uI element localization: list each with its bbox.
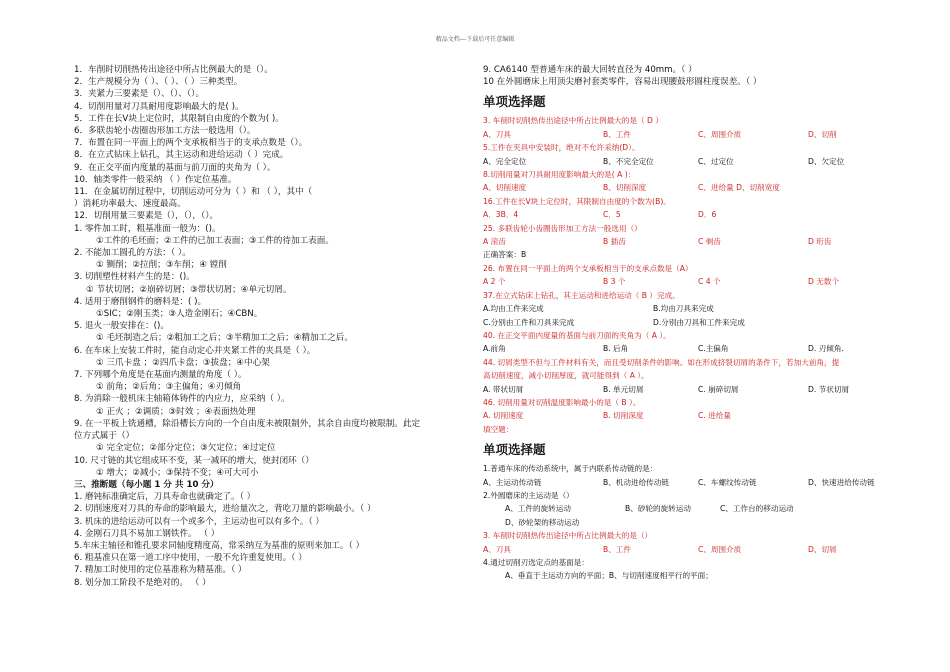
question-line: 3. 车削时切削热传出途径中所占比例最大的是（） (483, 531, 653, 541)
option: C. 进给量 (698, 411, 731, 421)
option: D、砂轮架的移动运动 (505, 517, 580, 527)
option: B 插齿 (603, 237, 626, 247)
question-line: 2. 切削速度对刀具的寿命的影响最大，进给量次之，背吃刀量的影响最小。（ ） (74, 504, 376, 515)
option-row (483, 543, 883, 556)
question-line: 填空题： (483, 424, 514, 434)
question-line: 10．轴类零件一般采纳 （ ）作定位基准。 (74, 174, 237, 185)
option: D、快速进给传动链 (808, 477, 875, 487)
option: C、车螺纹传动链 (698, 477, 757, 487)
option-row (483, 383, 883, 396)
option: A、主运动传动链 (483, 477, 542, 487)
question-line: 10. 尺寸链的其它组成环不变，某一减环的增大，使封闭环（） (74, 455, 314, 466)
single-choice-section-2 (483, 462, 883, 583)
question-line: 25. 多联齿轮小齿圈齿形加工方法一般选用（） (483, 223, 642, 233)
question-line: 5. 退火一般安排在：()。 (74, 321, 169, 332)
option: C 剃齿 (698, 237, 721, 247)
option-row (483, 502, 883, 515)
question-line: 10 在外圆磨床上用顶尖磨衬套类零件，容易出现腰鼓形圆柱度误差。（ ） (483, 77, 762, 88)
option: A 2 个 (483, 277, 506, 287)
question-line: 40. 在正交平面内度量的基面与前刀面的夹角为（ A ）。 (483, 330, 671, 340)
option-row (483, 569, 883, 582)
question-line: 7. 下列哪个角度是在基面内测量的角度（ ）。 (74, 370, 247, 381)
question-line: ①工件的毛坯面；②工件的已加工表面；③工件的待加工表面。 (96, 235, 334, 246)
option: C、工作台的移动运动 (720, 504, 794, 514)
option: C、过定位 (698, 156, 734, 166)
question-line: 4. 金刚石刀具不易加工钢铁件。 （ ） (74, 528, 220, 539)
option-row (483, 235, 883, 248)
option-row (483, 128, 883, 141)
question-line: 2. 不能加工圆孔的方法：（ ）。 (74, 248, 191, 259)
question-line: 12．切削用量三要素是（），（），（）。 (74, 211, 219, 222)
question-line: 4. 适用于磨削钢件的磨料是：( )。 (74, 296, 207, 307)
option: C 4 个 (698, 277, 721, 287)
question-line: ① 铡削；②拉削；③车削；④ 镗削 (96, 260, 227, 271)
question-line: 三、推断题（每小题 1 分 共 10 分） (74, 479, 219, 490)
option: D 珩齿 (808, 237, 832, 247)
question-line: ① 节状切屑；②崩碎切屑；③带状切屑；④单元切屑。 (86, 284, 292, 295)
right-column (483, 64, 883, 583)
option: B、砂轮的旋转运动 (625, 504, 691, 514)
option: B、工件 (603, 129, 631, 139)
option: C、周围介质 (698, 129, 742, 139)
option: A 滚齿 (483, 237, 506, 247)
question-line: ① 前角；②后角；③主偏角；④刃倾角 (96, 382, 242, 393)
question-line: 46. 切削用量对切削温度影响最小的是（ B ）。 (483, 397, 641, 407)
question-line: 5.车床主轴径和锥孔要求同轴度精度高，常采纳互为基准的原则来加工。（ ） (74, 540, 365, 551)
option: A、工件的旋转运动 (505, 504, 571, 514)
question-line: 1. 磨钝标准确定后，刀具寿命也就确定了。（ ） (74, 492, 256, 503)
option: C、进给量 D、切削宽度 (698, 183, 780, 193)
option: B 3 个 (603, 277, 626, 287)
option: D．6 (698, 210, 717, 220)
question-line: ① 三爪卡盘 ；②四爪卡盘；③拔盘；④中心架 (96, 357, 270, 368)
option-row (483, 476, 883, 489)
option: D. 刃倾角. (808, 344, 844, 354)
option: D.分别由刀具和工件来完成 (653, 317, 745, 327)
question-line: 8．在立式钻床上钻孔，其主运动和进给运动（ ）完成。 (74, 150, 289, 161)
option: D. 节状切屑 (808, 384, 850, 394)
question-line: 4.通过切削刃选定点的基面是： (483, 558, 589, 567)
option-row (483, 275, 883, 288)
question-line: 3. 切削塑性材料产生的是：()。 (74, 272, 195, 283)
question-line: ）消耗功率最大、速度最高。 (74, 199, 186, 210)
question-line: ① 正火 ；②调质；③时效 ；④表面热处理 (96, 406, 256, 417)
option: A．3B．4 (483, 210, 519, 220)
question-line: 2.外圆磨床的主运动是（） (483, 490, 574, 500)
option: C．5 (603, 210, 621, 220)
question-line: 8.切削用量对刀具耐用度影响最大的是( A )： (483, 170, 636, 180)
option: C.分别由工件和刀具来完成 (483, 317, 575, 327)
question-line: 26. 布置在同一平面上的两个支承板相当于的支承点数是（A） (483, 263, 693, 273)
option: D、切削 (808, 129, 837, 139)
option-row (483, 208, 883, 221)
question-line: 8. 为消除一般机床主轴箱体铸件的内应力，应采纳（ ）。 (74, 394, 290, 405)
option: D 无数个 (808, 277, 840, 287)
option: A、切削速度 (483, 183, 527, 193)
question-line: 3. 机床的进给运动可以有一个或多个，主运动也可以有多个。（ ） (74, 516, 324, 527)
question-line: 44. 切屑类型不但与工件材料有关，而且受切削条件的影响。如在形成挤裂切屑的条件下，若加大前角，提 (483, 357, 840, 367)
judgement-questions-continued (483, 64, 883, 88)
question-line: ① 增大；②减小；③保持不变；④可大可小 (96, 467, 259, 478)
option: C、周围介质 (698, 544, 742, 554)
section-title-single-choice-1: 单项选择题 (483, 94, 546, 110)
single-choice-section-1 (483, 114, 883, 436)
question-line: 6．多联齿轮小齿圈齿形加工方法一般选用（）。 (74, 126, 256, 137)
question-line: 3. 车削时切削热传出途径中所占比例最大的是（ D ） (483, 116, 663, 126)
option: A、刀具 (483, 129, 511, 139)
question-line: 位方式属于（） (74, 431, 135, 442)
question-line: 5.工件在夹具中安装时，绝对不允许采纳(D）。 (483, 143, 640, 153)
option: A.均由工件来完成 (483, 304, 544, 314)
question-line: 8. 划分加工阶段不是绝对的。 （ ） (74, 577, 211, 588)
question-line: 高切削速度，减小切削厚度，就可能得到（ A ）。 (483, 371, 649, 381)
option: B. 后角 (603, 344, 629, 354)
option: B、机动进给传动链 (603, 477, 669, 487)
option: B.均由刀具来完成 (653, 304, 714, 314)
left-column (74, 64, 456, 589)
question-line: 6. 在车床上安装工件时，能自动定心并夹紧工件的夹具是（ ）。 (74, 345, 316, 356)
option: D、切屑 (808, 544, 837, 554)
section-title-single-choice-2: 单项选择题 (483, 442, 546, 458)
question-line: 4．切削用量对刀具耐用度影响最大的是( )。 (74, 101, 244, 112)
question-line: 1. 零件加工时，粗基准面一般为：()。 (74, 223, 221, 234)
option-row (483, 516, 883, 529)
option: C.主偏角 (698, 344, 729, 354)
question-line: 11．在金属切削过程中，切削运动可分为（ ）和 （ ），其中（ (74, 187, 313, 198)
question-line: ①SIC；②刚玉类；③人造金刚石；④CBN。 (96, 309, 263, 320)
option: B. 切削深度 (603, 411, 644, 421)
question-line: 7. 精加工时使用的定位基准称为精基准。（ ） (74, 565, 247, 576)
question-line: 6. 粗基准只在第一道工序中使用，一般不允许重复使用。（ ） (74, 553, 307, 564)
question-line: 1.普通车床的传动系统中，属于内联系传动链的是： (483, 464, 658, 474)
question-line: 9. CA6140 型普通车床的最大回转直径为 40mm。（ ） (483, 65, 697, 75)
question-line: 9．在正交平面内度量的基面与前刀面的夹角为（ ）。 (74, 162, 276, 173)
option: A、刀具 (483, 544, 511, 554)
option-row (483, 316, 883, 329)
option-row (483, 409, 883, 422)
question-line: 2．生产规模分为（ ）、（ ）、（ ）三种类型。 (74, 77, 243, 88)
option: A. 切削速度 (483, 411, 524, 421)
option-row (483, 155, 883, 168)
question-line: 3．夹紧力三要素是（）、（）、（）。 (74, 89, 205, 100)
option: B、切削深度 (603, 183, 647, 193)
option-row (483, 342, 883, 355)
question-line: 1．车削时切削热传出途径中所占比例最大的是（）。 (74, 65, 273, 75)
question-line: 正确答案：B (483, 250, 527, 260)
option: D、欠定位 (808, 156, 845, 166)
question-line: 7．布置在同一平面上的两个支承板相当于的支承点数是（）。 (74, 138, 308, 149)
option-row (483, 181, 883, 194)
option: A、完全定位 (483, 156, 527, 166)
option: B. 单元切屑 (603, 384, 644, 394)
option: A、垂直于主运动方向的平面；B、与切削速度相平行的平面； (505, 571, 713, 581)
option: C. 崩碎切屑 (698, 384, 739, 394)
option: B、工件 (603, 544, 631, 554)
question-line: ① 完全定位；②部分定位；③欠定位；④过定位 (96, 443, 276, 454)
question-line: 16.工件在长Ⅴ块上定位时，其限制自由度的个数为(B)。 (483, 196, 671, 206)
option-row (483, 302, 883, 315)
question-line: 9. 在一平板上铣通槽，除沿槽长方向的一个自由度未被限制外，其余自由度均被限制。此定 (74, 418, 421, 429)
option: A.前角 (483, 344, 506, 354)
page-header: 精品文档---下载后可任意编辑 (435, 36, 515, 43)
question-line: 37.在立式钻床上钻孔，其主运动和进给运动（ B ）完成。 (483, 290, 680, 300)
question-line: ① 毛坯制造之后；②粗加工之后；③半精加工之后；④精加工之后。 (96, 333, 353, 344)
option: B、不完全定位 (603, 156, 654, 166)
question-line: 5．工件在长V块上定位时，其限制自由度的个数为( )。 (74, 113, 284, 124)
option: A. 带状切屑 (483, 384, 524, 394)
